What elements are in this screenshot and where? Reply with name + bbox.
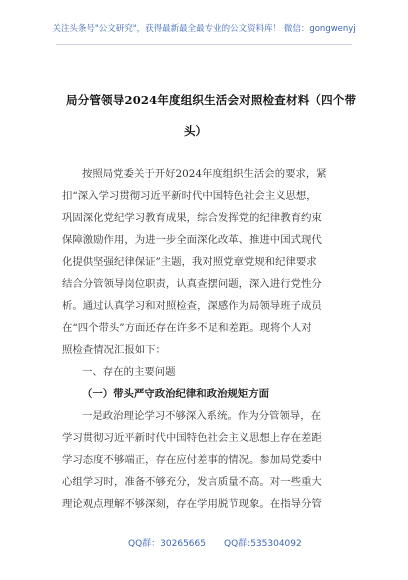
section-heading: 一、存在的主要问题: [82, 366, 176, 378]
footer-qq-group-1: QQ群：30265665: [128, 539, 206, 549]
body-line: 理论观点理解不够深刻，存在学用脱节现象。在指导分管: [62, 498, 322, 510]
body-line: 一是政治理论学习不够深入系统。作为分管领导，在: [82, 410, 321, 422]
footer-qq-group-2: QQ群:535304092: [224, 539, 302, 549]
body-line: 按照局党委关于开好2024年度组织生活会的要求，紧: [82, 168, 327, 180]
body-line: 析。通过认真学习和对照检查，深感作为局领导班子成员: [62, 300, 322, 312]
body-line: 扣“深入学习贯彻习近平新时代中国特色社会主义思想，: [62, 190, 317, 202]
body-line: 巩固深化党纪学习教育成果，综合发挥党的纪律教育约束: [62, 212, 322, 224]
body-line: 照检查情况汇报如下：: [62, 344, 166, 356]
header-divider: [56, 44, 352, 45]
header-notice: 关注头条号"公文研究"，获得最新最全最专业的公文资料库！ 微信：gongwenyj: [52, 24, 356, 34]
subsection-heading: （一）带头严守政治纪律和政治规矩方面: [82, 388, 270, 400]
body-line: 在“四个带头”方面还存在许多不足和差距。现将个人对: [62, 322, 312, 334]
body-line: 保障激励作用，为进一步全面深化改革、推进中国式现代: [62, 234, 322, 246]
body-line: 学习态度不够端正，存在应付差事的情况。参加局党委中: [62, 454, 322, 466]
body-line: 心组学习时，准备不够充分，发言质量不高。对一些重大: [62, 476, 322, 488]
document-title-line1: 局分管领导2024年度组织生活会对照检查材料（四个带: [66, 93, 357, 107]
document-title-line2: 头）: [184, 124, 207, 138]
body-line: 结合分管领导岗位职责，认真查摆问题，深入进行党性分: [62, 278, 322, 290]
body-line: 化提供坚强纪律保证”主题，我对照党章党规和纪律要求: [62, 256, 317, 268]
body-line: 学习贯彻习近平新时代中国特色社会主义思想上存在差距: [62, 432, 322, 444]
